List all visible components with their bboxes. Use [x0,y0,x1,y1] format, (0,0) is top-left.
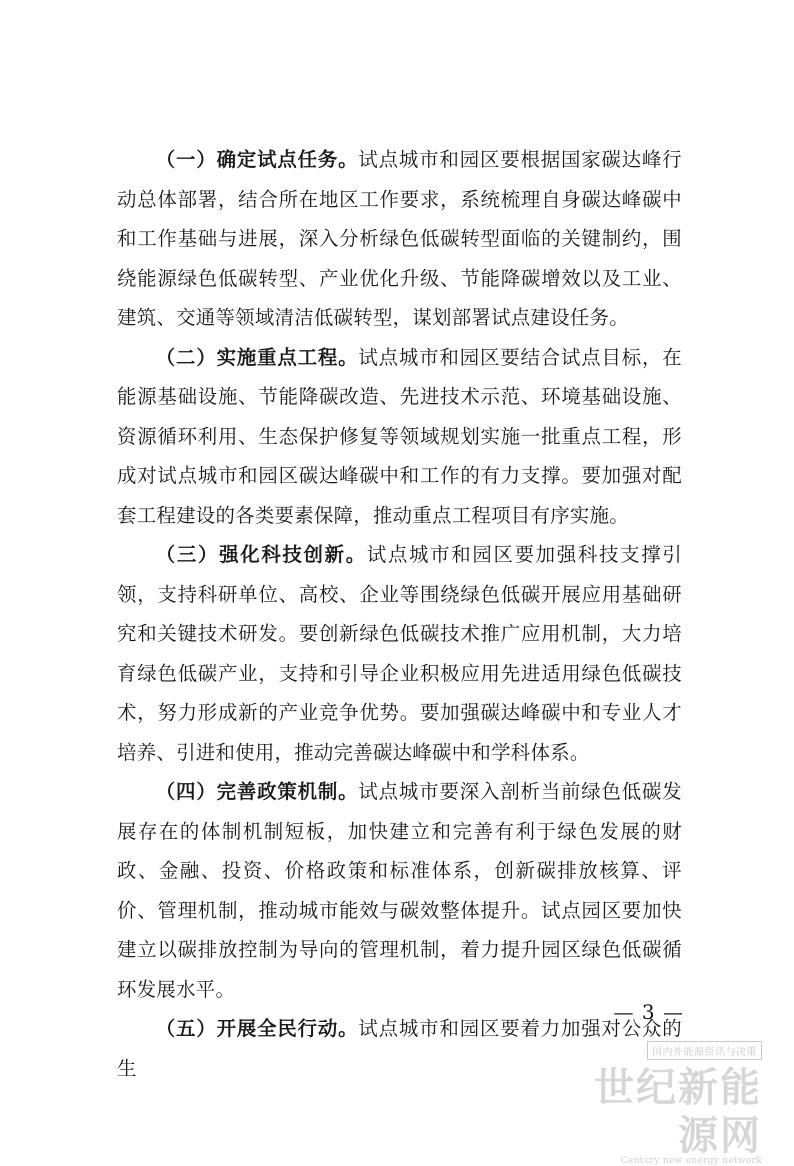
paragraph-4-heading: （四）完善政策机制。 [155,780,359,803]
paragraph-3-heading: （三）强化科技创新。 [155,543,367,566]
paragraph-2-text: 试点城市和园区要结合试点目标，在能源基础设施、节能降碳改造、先进技术示范、环境基础设施、资源循环利用、生态保护修复等领域规划实施一批重点工程，形成对试点城市和园区碳达峰碳中和工作的有力支撑。要加强对配套工程建设的各类要素保障，推动重点工程项目有序实施。 [117,345,682,527]
paragraph-3 [117,535,682,772]
paragraph-2-heading: （二）实施重点工程。 [155,345,359,369]
paragraph-1-text: 试点城市和园区要根据国家碳达峰行动总体部署，结合所在地区工作要求，系统梳理自身碳达峰碳中和工作基础与进展，深入分析绿色低碳转型面临的关键制约，围绕能源绿色低碳转型、产业优化升级、节能降碳增效以及工业、建筑、交通等领域清洁低碳转型，谋划部署试点建设任务。 [117,148,682,329]
watermark-logo: 世纪新能源网 [594,1065,762,1159]
page-number: — 3 — [613,1000,684,1024]
paragraph-5-text: 试点城市和园区要着力加强对公众的生 [117,1017,682,1080]
paragraph-3-text: 试点城市和园区要加强科技支撑引领，支持科研单位、高校、企业等围绕绿色低碳开展应用基础研究和关键技术研发。要创新绿色低碳技术推广应用机制，大力培育绿色低碳产业，支持和引导企业积极应用先进适用绿色低碳技术，努力形成新的产业竞争优势。要加强碳达峰碳中和专业人才培养、引进和使用，推动完善碳达峰碳中和学科体系。 [117,543,682,764]
paragraph-5-heading: （五）开展全民行动。 [155,1017,359,1040]
paragraph-1 [117,140,682,338]
paragraph-1-heading: （一）确定试点任务。 [155,148,359,171]
paragraph-2 [117,338,682,536]
document-body [117,140,682,1088]
watermark [572,1040,762,1166]
paragraph-4 [117,772,682,1009]
watermark-subtitle: Century new energy network [620,1156,762,1166]
watermark-slogan: 国内外能源资讯与决策 [647,1041,762,1060]
paragraph-4-text: 试点城市要深入剖析当前绿色低碳发展存在的体制机制短板，加快建立和完善有利于绿色发展的财政、金融、投资、价格政策和标准体系，创新碳排放核算、评价、管理机制，推动城市能效与碳效整体提升。试点园区要加快建立以碳排放控制为导向的管理机制，着力提升园区绿色低碳循环发展水平。 [117,780,682,1001]
